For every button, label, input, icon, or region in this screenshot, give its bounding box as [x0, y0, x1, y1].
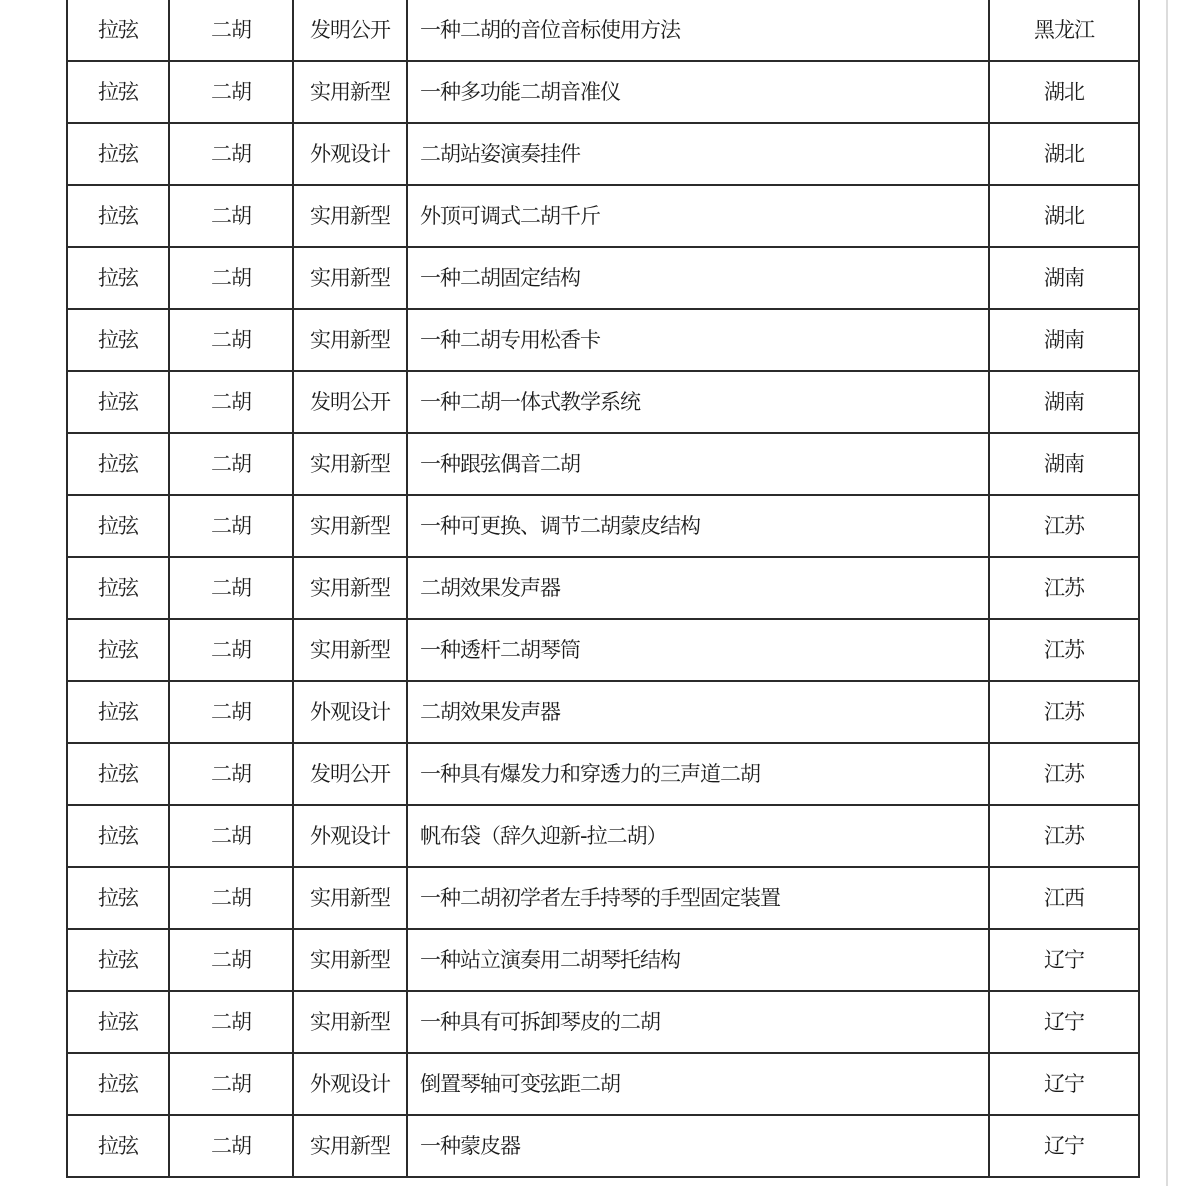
patent-name-cell: 一种透杆二胡琴筒 — [407, 619, 989, 681]
instrument-cell: 二胡 — [169, 929, 293, 991]
instrument-cell: 二胡 — [169, 867, 293, 929]
table-row — [67, 557, 1139, 619]
instrument-cell: 二胡 — [169, 371, 293, 433]
patent-type-cell: 外观设计 — [293, 805, 407, 867]
patent-type-cell: 发明公开 — [293, 743, 407, 805]
patent-type-cell: 实用新型 — [293, 1115, 407, 1177]
province-cell: 湖南 — [989, 309, 1139, 371]
patent-type-cell: 实用新型 — [293, 991, 407, 1053]
patent-name-cell: 一种跟弦偶音二胡 — [407, 433, 989, 495]
patent-type-cell: 实用新型 — [293, 619, 407, 681]
instrument-cell: 二胡 — [169, 247, 293, 309]
category-cell: 拉弦 — [67, 929, 169, 991]
category-cell: 拉弦 — [67, 681, 169, 743]
table-row — [67, 991, 1139, 1053]
table-row — [67, 1115, 1139, 1177]
category-cell: 拉弦 — [67, 371, 169, 433]
instrument-cell: 二胡 — [169, 61, 293, 123]
table-body — [67, 0, 1139, 1177]
category-cell: 拉弦 — [67, 1115, 169, 1177]
instrument-cell: 二胡 — [169, 805, 293, 867]
patent-type-cell: 外观设计 — [293, 1053, 407, 1115]
province-cell: 辽宁 — [989, 1115, 1139, 1177]
instrument-cell: 二胡 — [169, 185, 293, 247]
page-margin-left — [0, 0, 66, 1186]
instrument-cell: 二胡 — [169, 991, 293, 1053]
patent-name-cell: 倒置琴轴可变弦距二胡 — [407, 1053, 989, 1115]
table-row — [67, 371, 1139, 433]
table-row — [67, 619, 1139, 681]
category-cell: 拉弦 — [67, 805, 169, 867]
category-cell: 拉弦 — [67, 61, 169, 123]
instrument-cell: 二胡 — [169, 0, 293, 61]
instrument-cell: 二胡 — [169, 619, 293, 681]
table-row — [67, 123, 1139, 185]
patent-name-cell: 二胡效果发声器 — [407, 557, 989, 619]
table-row — [67, 433, 1139, 495]
category-cell: 拉弦 — [67, 0, 169, 61]
category-cell: 拉弦 — [67, 1053, 169, 1115]
patent-type-cell: 外观设计 — [293, 681, 407, 743]
category-cell: 拉弦 — [67, 991, 169, 1053]
category-cell: 拉弦 — [67, 495, 169, 557]
province-cell: 湖北 — [989, 61, 1139, 123]
province-cell: 江苏 — [989, 805, 1139, 867]
category-cell: 拉弦 — [67, 743, 169, 805]
province-cell: 湖南 — [989, 371, 1139, 433]
category-cell: 拉弦 — [67, 247, 169, 309]
province-cell: 江西 — [989, 867, 1139, 929]
patent-name-cell: 一种二胡专用松香卡 — [407, 309, 989, 371]
table-row — [67, 681, 1139, 743]
patent-name-cell: 一种二胡一体式教学系统 — [407, 371, 989, 433]
patent-name-cell: 一种蒙皮器 — [407, 1115, 989, 1177]
patent-name-cell: 外顶可调式二胡千斤 — [407, 185, 989, 247]
table-row — [67, 867, 1139, 929]
patent-name-cell: 一种二胡固定结构 — [407, 247, 989, 309]
patent-table — [66, 0, 1140, 1178]
patent-name-cell: 一种站立演奏用二胡琴托结构 — [407, 929, 989, 991]
category-cell: 拉弦 — [67, 309, 169, 371]
page-margin-right — [1139, 0, 1190, 1186]
table-row — [67, 805, 1139, 867]
province-cell: 辽宁 — [989, 1053, 1139, 1115]
patent-name-cell: 一种二胡初学者左手持琴的手型固定装置 — [407, 867, 989, 929]
patent-type-cell: 发明公开 — [293, 0, 407, 61]
table-row — [67, 743, 1139, 805]
province-cell: 湖南 — [989, 247, 1139, 309]
province-cell: 江苏 — [989, 495, 1139, 557]
table-row — [67, 0, 1139, 61]
province-cell: 辽宁 — [989, 991, 1139, 1053]
instrument-cell: 二胡 — [169, 433, 293, 495]
patent-type-cell: 实用新型 — [293, 433, 407, 495]
category-cell: 拉弦 — [67, 433, 169, 495]
category-cell: 拉弦 — [67, 557, 169, 619]
province-cell: 江苏 — [989, 557, 1139, 619]
table-row — [67, 309, 1139, 371]
instrument-cell: 二胡 — [169, 681, 293, 743]
province-cell: 江苏 — [989, 619, 1139, 681]
table-row — [67, 61, 1139, 123]
instrument-cell: 二胡 — [169, 743, 293, 805]
table-row — [67, 1053, 1139, 1115]
patent-name-cell: 一种多功能二胡音准仪 — [407, 61, 989, 123]
patent-name-cell: 一种二胡的音位音标使用方法 — [407, 0, 989, 61]
patent-type-cell: 发明公开 — [293, 371, 407, 433]
province-cell: 辽宁 — [989, 929, 1139, 991]
table-row — [67, 247, 1139, 309]
patent-name-cell: 帆布袋（辞久迎新-拉二胡） — [407, 805, 989, 867]
instrument-cell: 二胡 — [169, 495, 293, 557]
province-cell: 湖南 — [989, 433, 1139, 495]
instrument-cell: 二胡 — [169, 309, 293, 371]
instrument-cell: 二胡 — [169, 123, 293, 185]
patent-name-cell: 一种可更换、调节二胡蒙皮结构 — [407, 495, 989, 557]
patent-type-cell: 实用新型 — [293, 61, 407, 123]
category-cell: 拉弦 — [67, 185, 169, 247]
patent-type-cell: 实用新型 — [293, 309, 407, 371]
patent-name-cell: 一种具有爆发力和穿透力的三声道二胡 — [407, 743, 989, 805]
table-row — [67, 185, 1139, 247]
province-cell: 江苏 — [989, 681, 1139, 743]
province-cell: 湖北 — [989, 185, 1139, 247]
category-cell: 拉弦 — [67, 619, 169, 681]
instrument-cell: 二胡 — [169, 1053, 293, 1115]
patent-type-cell: 实用新型 — [293, 557, 407, 619]
category-cell: 拉弦 — [67, 867, 169, 929]
province-cell: 江苏 — [989, 743, 1139, 805]
patent-name-cell: 一种具有可拆卸琴皮的二胡 — [407, 991, 989, 1053]
patent-name-cell: 二胡站姿演奏挂件 — [407, 123, 989, 185]
patent-type-cell: 外观设计 — [293, 123, 407, 185]
table-row — [67, 929, 1139, 991]
instrument-cell: 二胡 — [169, 557, 293, 619]
category-cell: 拉弦 — [67, 123, 169, 185]
patent-type-cell: 实用新型 — [293, 867, 407, 929]
patent-type-cell: 实用新型 — [293, 929, 407, 991]
patent-name-cell: 二胡效果发声器 — [407, 681, 989, 743]
province-cell: 黑龙江 — [989, 0, 1139, 61]
patent-type-cell: 实用新型 — [293, 247, 407, 309]
province-cell: 湖北 — [989, 123, 1139, 185]
page-edge-shadow — [1166, 0, 1168, 1186]
table-row — [67, 495, 1139, 557]
patent-type-cell: 实用新型 — [293, 185, 407, 247]
patent-type-cell: 实用新型 — [293, 495, 407, 557]
instrument-cell: 二胡 — [169, 1115, 293, 1177]
